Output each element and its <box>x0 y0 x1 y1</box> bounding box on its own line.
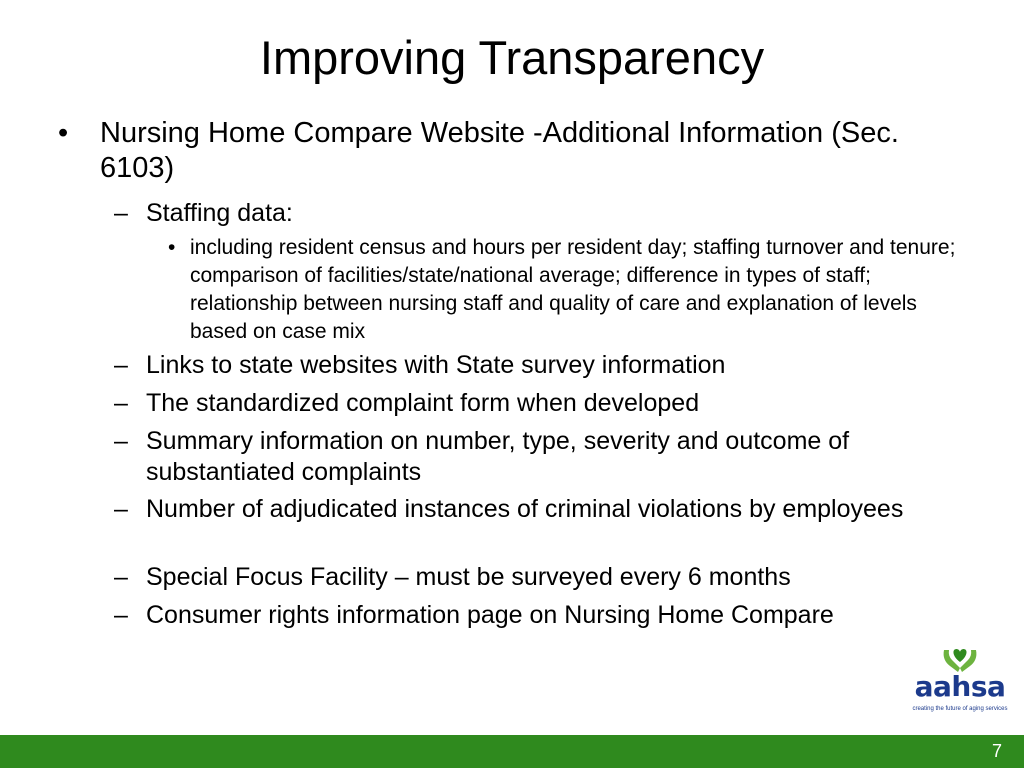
sub-item-text: Links to state websites with State survey information <box>146 351 726 379</box>
sub-item-state-links <box>114 350 986 381</box>
sub-sub-item-text: including resident census and hours per resident day; staffing turnover and tenure; comparison of facilities/state/national average; difference in types of staff; relationship between nursing staff and quality of care and explanation of levels based on case mix <box>190 236 956 343</box>
bullet-level1 <box>58 116 980 186</box>
sub-item-text: Number of adjudicated instances of criminal violations by employees <box>146 495 904 523</box>
sub-item-staffing <box>114 198 986 229</box>
page-number: 7 <box>991 741 1002 761</box>
dash-glyph: – <box>114 427 128 455</box>
sub-item-text: Special Focus Facility – must be surveyed every 6 months <box>146 563 791 591</box>
sub-item-text: Staffing data: <box>146 199 293 227</box>
sub-item-complaint-summary <box>114 426 986 488</box>
logo-tagline: creating the future of aging services <box>912 706 1008 712</box>
dash-glyph: – <box>114 199 128 227</box>
dash-glyph: – <box>114 389 128 417</box>
sub-item-text: Consumer rights information page on Nursing Home Compare <box>146 601 834 629</box>
logo-wordmark: aahsa <box>914 670 1006 703</box>
sub-item-criminal-violations <box>114 494 986 525</box>
sub-item-text: Summary information on number, type, severity and outcome of substantiated complaints <box>146 427 850 486</box>
sub-item-consumer-rights <box>114 600 986 631</box>
bullet-glyph: • <box>58 117 69 149</box>
sub-sub-item <box>168 234 970 346</box>
aahsa-logo <box>910 640 1010 715</box>
dash-glyph: – <box>114 601 128 629</box>
dash-glyph: – <box>114 351 128 379</box>
sub-item-complaint-form <box>114 388 986 419</box>
sub-item-text: The standardized complaint form when developed <box>146 389 700 417</box>
bullet-text: Nursing Home Compare Website -Additional Information (Sec. 6103) <box>100 117 899 184</box>
slide-title: Improving Transparency <box>259 31 765 84</box>
dash-glyph: – <box>114 495 128 523</box>
footer-bar <box>0 735 1024 768</box>
sub-item-special-focus <box>114 562 986 593</box>
bullet-glyph: • <box>168 236 176 259</box>
dash-glyph: – <box>114 563 128 591</box>
